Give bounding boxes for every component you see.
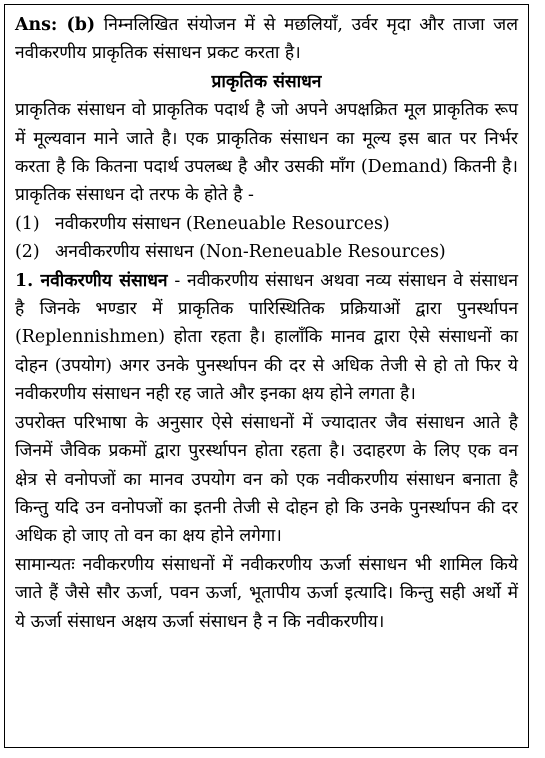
section-title: प्राकृतिक संसाधन bbox=[211, 71, 322, 92]
answer-paragraph bbox=[15, 11, 518, 68]
answer-text: निम्नलिखित संयोजन में से मछलियाँ, उर्वर मृदा और ताजा जल नवीकरणीय प्राकृतिक संसाधन प्रकट करता है। bbox=[15, 15, 518, 64]
intro-paragraph: प्राकृतिक संसाधन वो प्राकृतिक पदार्थ है जो अपने अपक्षक्रित मूल प्राकृतिक रूप में मूल्यवान माने जाते है। एक प्राकृतिक संसाधन का मूल्य इस बात पर निर्भर करता है कि कितना पदार्थ उपलब्ध है और उसकी माँग (Demand) कितनी है। प्राकृतिक संसाधन दो तरफ के होते है - bbox=[15, 100, 518, 206]
answer-label: Ans: (b) bbox=[15, 15, 96, 35]
list-item-text: नवीकरणीय संसाधन (Reneuable Resources) bbox=[55, 213, 390, 234]
list-item-text: अनवीकरणीय संसाधन (Non-Reneuable Resources) bbox=[55, 242, 446, 263]
renewable-paragraph bbox=[15, 267, 518, 409]
renewable-heading: 1. नवीकरणीय संसाधन bbox=[15, 270, 168, 291]
renewable-text: - नवीकरणीय संसाधन अथवा नव्य संसाधन वे संसाधन है जिनके भण्डार में प्राकृतिक पारिस्थितिक प्रक्रियाओं द्वारा पुनर्स्थापन (Replennishmen) होता रहता है। हालाँकि मानव द्वारा ऐसे संसाधनों का दोहन (उपयोग) अगर उनके पुनर्स्थापन की दर से अधिक तेजी से हो तो फिर ये नवीकरणीय संसाधन नही रह जाते और इनका क्षय होने लगता है। bbox=[15, 270, 519, 405]
list-item-number: (2) bbox=[15, 242, 40, 263]
document-page bbox=[4, 4, 529, 748]
list-item bbox=[15, 238, 518, 266]
paragraph-energy: सामान्यतः नवीकरणीय संसाधनों में नवीकरणीय ऊर्जा संसाधन भी शामिल किये जाते हैं जैसे सौर ऊर्जा, पवन ऊर्जा, भूतापीय ऊर्जा इत्यादि। किन्तु सही अर्थो में ये ऊर्जा संसाधन अक्षय ऊर्जा संसाधन है न कि नवीकरणीय। bbox=[15, 554, 518, 632]
list-item-number: (1) bbox=[15, 213, 40, 234]
paragraph-examples: उपरोक्त परिभाषा के अनुसार ऐसे संसाधनों में ज्यादातर जैव संसाधन आते है जिनमें जैविक प्रकमों द्वारा पुरर्स्थापन होता रहता है। उदाहरण के लिए एक वन क्षेत्र से वनोपजों का मानव उपयोग वन को एक नवीकरणीय संसाधन बनाता है किन्तु यदि उन वनोपजों का इतनी तेजी से दोहन हो कि उनके पुनर्स्थापन की दर अधिक हो जाए तो वन का क्षय होने लगेगा। bbox=[15, 412, 518, 547]
list-item bbox=[15, 210, 518, 238]
